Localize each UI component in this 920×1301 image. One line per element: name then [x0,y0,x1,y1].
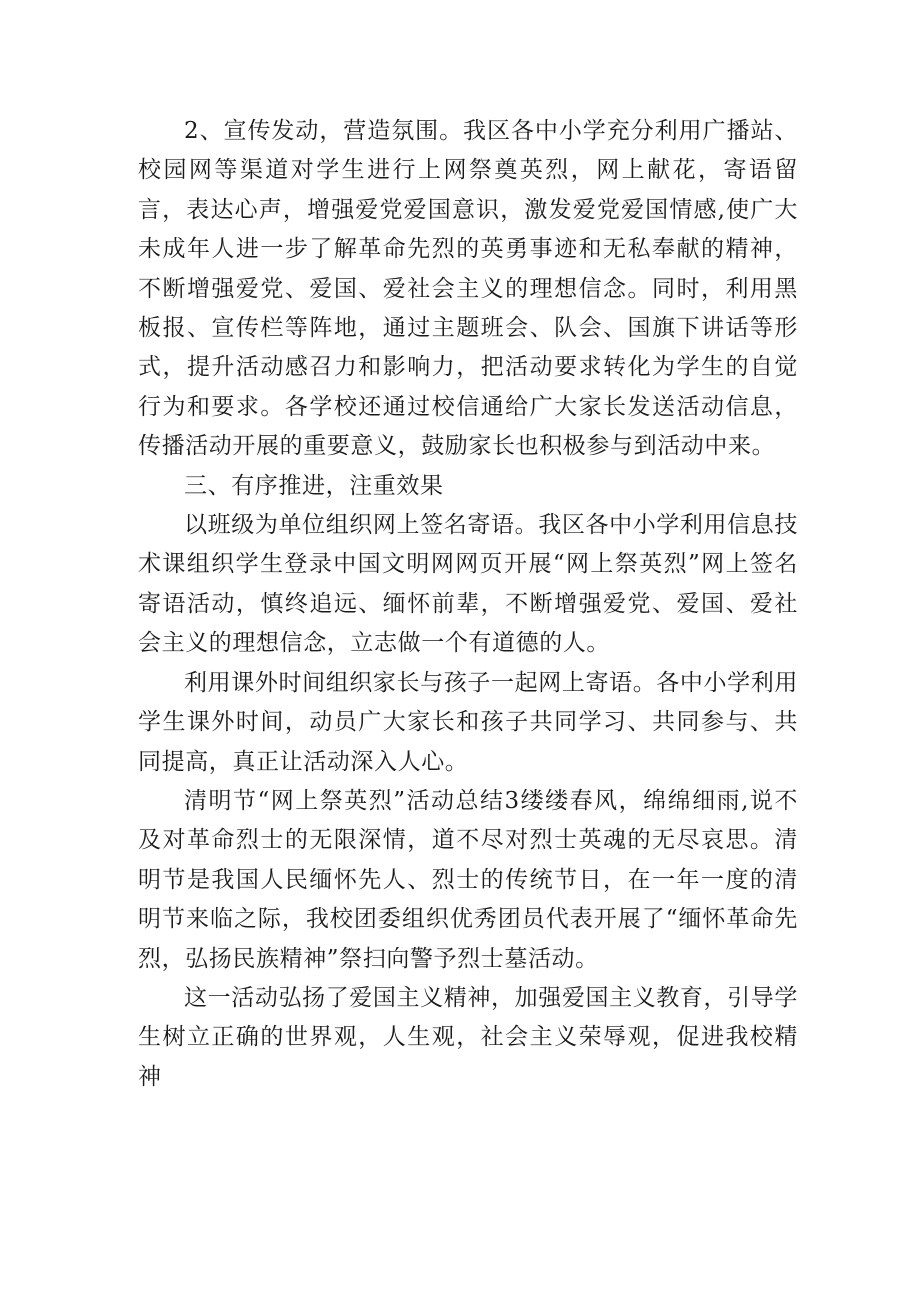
paragraph-publicity: 2、宣传发动，营造氛围。我区各中小学充分利用广播站、校园网等渠道对学生进行上网祭奠英烈，网上献花，寄语留言，表达心声，增强爱党爱国意识，激发爱党爱国情感,使广大未成年人进一步了解革命先烈的英勇事迹和无私奉献的精神，不断增强爱党、爱国、爱社会主义的理想信念。同时，利用黑板报、宣传栏等阵地，通过主题班会、队会、国旗下讲话等形式，提升活动感召力和影响力，把活动要求转化为学生的自觉行为和要求。各学校还通过校信通给广大家长发送活动信息，传播活动开展的重要意义，鼓励家长也积极参与到活动中来。 [138,118,798,460]
paragraph-class-signature: 以班级为单位组织网上签名寄语。我区各中小学利用信息技术课组织学生登录中国文明网网页开展“网上祭英烈”网上签名寄语活动，慎终追远、缅怀前辈，不断增强爱党、爱国、爱社会主义的理想信念，立志做一个有道德的人。 [138,512,798,657]
document-body [138,112,798,1097]
section-heading-three: 三、有序推进，注重效果 [184,472,444,499]
paragraph-parents-children: 利用课外时间组织家长与孩子一起网上寄语。各中小学利用学生课外时间，动员广大家长和孩子共同学习、共同参与、共同提高，真正让活动深入人心。 [138,669,798,775]
paragraph-patriotism: 这一活动弘扬了爱国主义精神，加强爱国主义教育，引导学生树立正确的世界观，人生观，社会主义荣辱观，促进我校精神 [138,984,798,1090]
paragraph-qingming-summary: 清明节“网上祭英烈”活动总结3缕缕春风，绵绵细雨,说不及对革命烈士的无限深情，道不尽对烈士英魂的无尽哀思。清明节是我国人民缅怀先人、烈士的传统节日，在一年一度的清明节来临之际，我校团委组织优秀团员代表开展了“缅怀革命先烈，弘扬民族精神”祭扫向警予烈士墓活动。 [138,787,798,972]
